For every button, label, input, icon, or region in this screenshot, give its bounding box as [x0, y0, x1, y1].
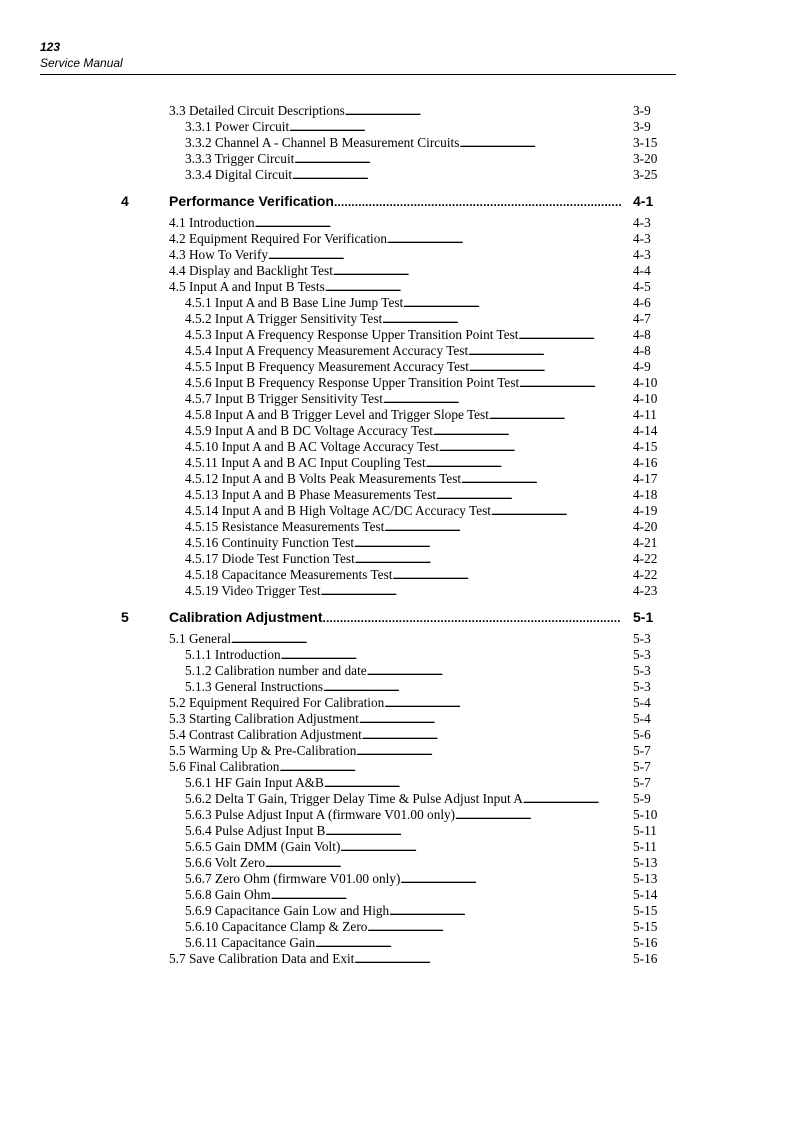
- toc-chapter: [0, 191, 793, 215]
- entry-page-number: 5-7: [633, 759, 651, 774]
- toc-entry: [0, 311, 793, 327]
- entry-title[interactable]: 5.1 General: [169, 631, 232, 646]
- toc-entry: [0, 487, 793, 503]
- table-of-contents: [0, 103, 793, 967]
- toc-entry: [0, 695, 793, 711]
- entry-page-number: 5-3: [633, 647, 651, 662]
- entry-page-number: 4-3: [633, 231, 651, 246]
- toc-entry: [0, 567, 793, 583]
- entry-title[interactable]: 4.3 How To Verify: [169, 247, 269, 262]
- entry-page-number: 4-22: [633, 551, 658, 566]
- entry-page-number: 3-9: [633, 103, 651, 118]
- toc-entry: [0, 247, 793, 263]
- entry-page-number: 4-21: [633, 535, 658, 550]
- toc-entry: [0, 503, 793, 519]
- entry-page-number: 4-22: [633, 567, 658, 582]
- entry-page-number: 5-15: [633, 919, 658, 934]
- toc-entry: [0, 471, 793, 487]
- entry-title[interactable]: 4.5.17 Diode Test Function Test: [185, 551, 355, 566]
- toc-entry: [0, 407, 793, 423]
- toc-entry: [0, 887, 793, 903]
- toc-entry: [0, 215, 793, 231]
- entry-title[interactable]: 5.1.3 General Instructions: [185, 679, 324, 694]
- entry-page-number: 4-15: [633, 439, 658, 454]
- chapter-title[interactable]: Calibration Adjustment: [169, 609, 323, 625]
- entry-title[interactable]: 4.5.9 Input A and B DC Voltage Accuracy Test: [185, 423, 433, 438]
- entry-page-number: 4-7: [633, 311, 651, 326]
- toc-entry: [0, 439, 793, 455]
- toc-entry: [0, 935, 793, 951]
- entry-title[interactable]: 3.3.1 Power Circuit: [185, 119, 290, 134]
- header-divider: [40, 74, 676, 75]
- entry-title[interactable]: 5.2 Equipment Required For Calibration: [169, 695, 385, 710]
- entry-title[interactable]: 4.5.2 Input A Trigger Sensitivity Test: [185, 311, 383, 326]
- toc-entry: [0, 279, 793, 295]
- entry-title[interactable]: 5.6 Final Calibration: [169, 759, 280, 774]
- toc-entry: [0, 583, 793, 599]
- entry-page-number: 3-9: [633, 119, 651, 134]
- toc-entry: [0, 551, 793, 567]
- toc-chapter: [0, 607, 793, 631]
- entry-title[interactable]: 5.6.6 Volt Zero: [185, 855, 266, 870]
- dot-leader: [354, 951, 621, 969]
- toc-entry: [0, 167, 793, 183]
- toc-entry: [0, 663, 793, 679]
- entry-page-number: 5-10: [633, 807, 658, 822]
- toc-entry: [0, 647, 793, 663]
- entry-title[interactable]: 4.5.5 Input B Frequency Measurement Accuracy Test: [185, 359, 469, 374]
- entry-page-number: 5-4: [633, 695, 651, 710]
- entry-page-number: 4-11: [633, 407, 657, 422]
- toc-entry: [0, 791, 793, 807]
- entry-title[interactable]: 5.6.3 Pulse Adjust Input A (firmware V01.00 only): [185, 807, 456, 822]
- entry-title[interactable]: 5.1.1 Introduction: [185, 647, 281, 662]
- entry-page-number: 4-8: [633, 343, 651, 358]
- toc-entry: [0, 151, 793, 167]
- toc-entry: [0, 631, 793, 647]
- entry-page-number: 4-16: [633, 455, 658, 470]
- dot-leader: [292, 167, 621, 185]
- entry-page-number: 5-11: [633, 839, 657, 854]
- page-header: [40, 40, 123, 71]
- entry-title[interactable]: 4.5.10 Input A and B AC Voltage Accuracy Test: [185, 439, 439, 454]
- toc-entry: [0, 759, 793, 775]
- toc-entry: [0, 375, 793, 391]
- entry-page-number: 5-3: [633, 679, 651, 694]
- entry-title[interactable]: 4.5.11 Input A and B AC Input Coupling Test: [185, 455, 426, 470]
- chapter-number: 4: [121, 193, 129, 209]
- entry-page-number: 5-4: [633, 711, 651, 726]
- entry-title[interactable]: 4.5.3 Input A Frequency Response Upper Transition Point Test: [185, 327, 519, 342]
- toc-entry: [0, 103, 793, 119]
- dot-leader: [321, 583, 621, 601]
- entry-page-number: 4-3: [633, 215, 651, 230]
- entry-title[interactable]: 4.5.4 Input A Frequency Measurement Accuracy Test: [185, 343, 469, 358]
- entry-title[interactable]: 4.2 Equipment Required For Verification: [169, 231, 388, 246]
- entry-page-number: 4-10: [633, 375, 658, 390]
- entry-page-number: 3-25: [633, 167, 658, 182]
- toc-entry: [0, 343, 793, 359]
- entry-page-number: 4-14: [633, 423, 658, 438]
- entry-page-number: 4-10: [633, 391, 658, 406]
- entry-page-number: 5-15: [633, 903, 658, 918]
- toc-entry: [0, 359, 793, 375]
- entry-page-number: 4-6: [633, 295, 651, 310]
- entry-title[interactable]: 3.3.2 Channel A - Channel B Measurement Circuits: [185, 135, 460, 150]
- toc-entry: [0, 839, 793, 855]
- entry-page-number: 5-14: [633, 887, 658, 902]
- toc-entry: [0, 871, 793, 887]
- toc-entry: [0, 423, 793, 439]
- toc-entry: [0, 519, 793, 535]
- entry-title[interactable]: 5.6.7 Zero Ohm (firmware V01.00 only): [185, 871, 401, 886]
- toc-entry: [0, 903, 793, 919]
- entry-page-number: 3-15: [633, 135, 658, 150]
- entry-page-number: 5-16: [633, 951, 658, 966]
- toc-entry: [0, 919, 793, 935]
- entry-title[interactable]: 5.4 Contrast Calibration Adjustment: [169, 727, 362, 742]
- entry-title[interactable]: 5.6.9 Capacitance Gain Low and High: [185, 903, 390, 918]
- toc-entry: [0, 295, 793, 311]
- model-number: 123: [40, 40, 61, 54]
- toc-entry: [0, 135, 793, 151]
- entry-title[interactable]: 5.6.11 Capacitance Gain: [185, 935, 316, 950]
- entry-page-number: 5-3: [633, 663, 651, 678]
- toc-entry: [0, 743, 793, 759]
- entry-title[interactable]: 5.6.8 Gain Ohm: [185, 887, 271, 902]
- chapter-page-number: 5-1: [633, 609, 654, 625]
- toc-entry: [0, 231, 793, 247]
- toc-entry: [0, 119, 793, 135]
- entry-page-number: 4-5: [633, 279, 651, 294]
- entry-title[interactable]: 4.5.12 Input A and B Volts Peak Measurements Test: [185, 471, 462, 486]
- entry-title[interactable]: 4.5.14 Input A and B High Voltage AC/DC Accuracy Test: [185, 503, 491, 518]
- chapter-title[interactable]: Performance Verification: [169, 193, 334, 209]
- entry-page-number: 5-7: [633, 743, 651, 758]
- entry-page-number: 5-9: [633, 791, 651, 806]
- entry-title[interactable]: 5.1.2 Calibration number and date: [185, 663, 367, 678]
- entry-page-number: 4-8: [633, 327, 651, 342]
- entry-page-number: 5-16: [633, 935, 658, 950]
- toc-entry: [0, 727, 793, 743]
- toc-entry: [0, 855, 793, 871]
- entry-title[interactable]: 4.4 Display and Backlight Test: [169, 263, 333, 278]
- entry-title[interactable]: 4.5.8 Input A and B Trigger Level and Trigger Slope Test: [185, 407, 489, 422]
- toc-entry: [0, 711, 793, 727]
- toc-entry: [0, 823, 793, 839]
- entry-page-number: 4-9: [633, 359, 651, 374]
- entry-page-number: 4-23: [633, 583, 658, 598]
- dot-leader: [323, 607, 622, 628]
- entry-title[interactable]: 4.5 Input A and Input B Tests: [169, 279, 325, 294]
- entry-title[interactable]: 3.3 Detailed Circuit Descriptions: [169, 103, 345, 118]
- toc-entry: [0, 455, 793, 471]
- entry-title[interactable]: 3.3.4 Digital Circuit: [185, 167, 293, 182]
- entry-page-number: 5-6: [633, 727, 651, 742]
- toc-entry: [0, 391, 793, 407]
- entry-title[interactable]: 5.3 Starting Calibration Adjustment: [169, 711, 359, 726]
- toc-entry: [0, 535, 793, 551]
- entry-title[interactable]: 4.5.7 Input B Trigger Sensitivity Test: [185, 391, 383, 406]
- entry-title[interactable]: 5.6.4 Pulse Adjust Input B: [185, 823, 326, 838]
- entry-page-number: 4-3: [633, 247, 651, 262]
- toc-entry: [0, 327, 793, 343]
- entry-title[interactable]: 3.3.3 Trigger Circuit: [185, 151, 295, 166]
- entry-title[interactable]: 5.6.2 Delta T Gain, Trigger Delay Time & Pulse Adjust Input A: [185, 791, 523, 806]
- entry-page-number: 4-20: [633, 519, 658, 534]
- chapter-number: 5: [121, 609, 129, 625]
- entry-page-number: 5-11: [633, 823, 657, 838]
- entry-title[interactable]: 4.5.13 Input A and B Phase Measurements Test: [185, 487, 437, 502]
- entry-title[interactable]: 4.5.19 Video Trigger Test: [185, 583, 321, 598]
- toc-entry: [0, 775, 793, 791]
- entry-title[interactable]: 5.5 Warming Up & Pre-Calibration: [169, 743, 357, 758]
- entry-page-number: 5-3: [633, 631, 651, 646]
- entry-title[interactable]: 5.6.10 Capacitance Clamp & Zero: [185, 919, 368, 934]
- entry-title[interactable]: 4.5.16 Continuity Function Test: [185, 535, 355, 550]
- entry-title[interactable]: 4.5.15 Resistance Measurements Test: [185, 519, 385, 534]
- toc-entry: [0, 951, 793, 967]
- entry-page-number: 5-13: [633, 871, 658, 886]
- dot-leader: [334, 191, 621, 212]
- entry-page-number: 4-17: [633, 471, 658, 486]
- entry-page-number: 4-18: [633, 487, 658, 502]
- entry-title[interactable]: 5.7 Save Calibration Data and Exit: [169, 951, 355, 966]
- entry-title[interactable]: 4.1 Introduction: [169, 215, 255, 230]
- entry-title[interactable]: 4.5.1 Input A and B Base Line Jump Test: [185, 295, 404, 310]
- toc-entry: [0, 807, 793, 823]
- entry-page-number: 4-19: [633, 503, 658, 518]
- entry-title[interactable]: 5.6.5 Gain DMM (Gain Volt): [185, 839, 341, 854]
- toc-entry: [0, 263, 793, 279]
- entry-title[interactable]: 4.5.6 Input B Frequency Response Upper Transition Point Test: [185, 375, 520, 390]
- chapter-page-number: 4-1: [633, 193, 654, 209]
- entry-title[interactable]: 4.5.18 Capacitance Measurements Test: [185, 567, 393, 582]
- entry-page-number: 5-13: [633, 855, 658, 870]
- manual-title: Service Manual: [40, 56, 123, 70]
- entry-title[interactable]: 5.6.1 HF Gain Input A&B: [185, 775, 324, 790]
- entry-page-number: 4-4: [633, 263, 651, 278]
- toc-entry: [0, 679, 793, 695]
- entry-page-number: 5-7: [633, 775, 651, 790]
- entry-page-number: 3-20: [633, 151, 658, 166]
